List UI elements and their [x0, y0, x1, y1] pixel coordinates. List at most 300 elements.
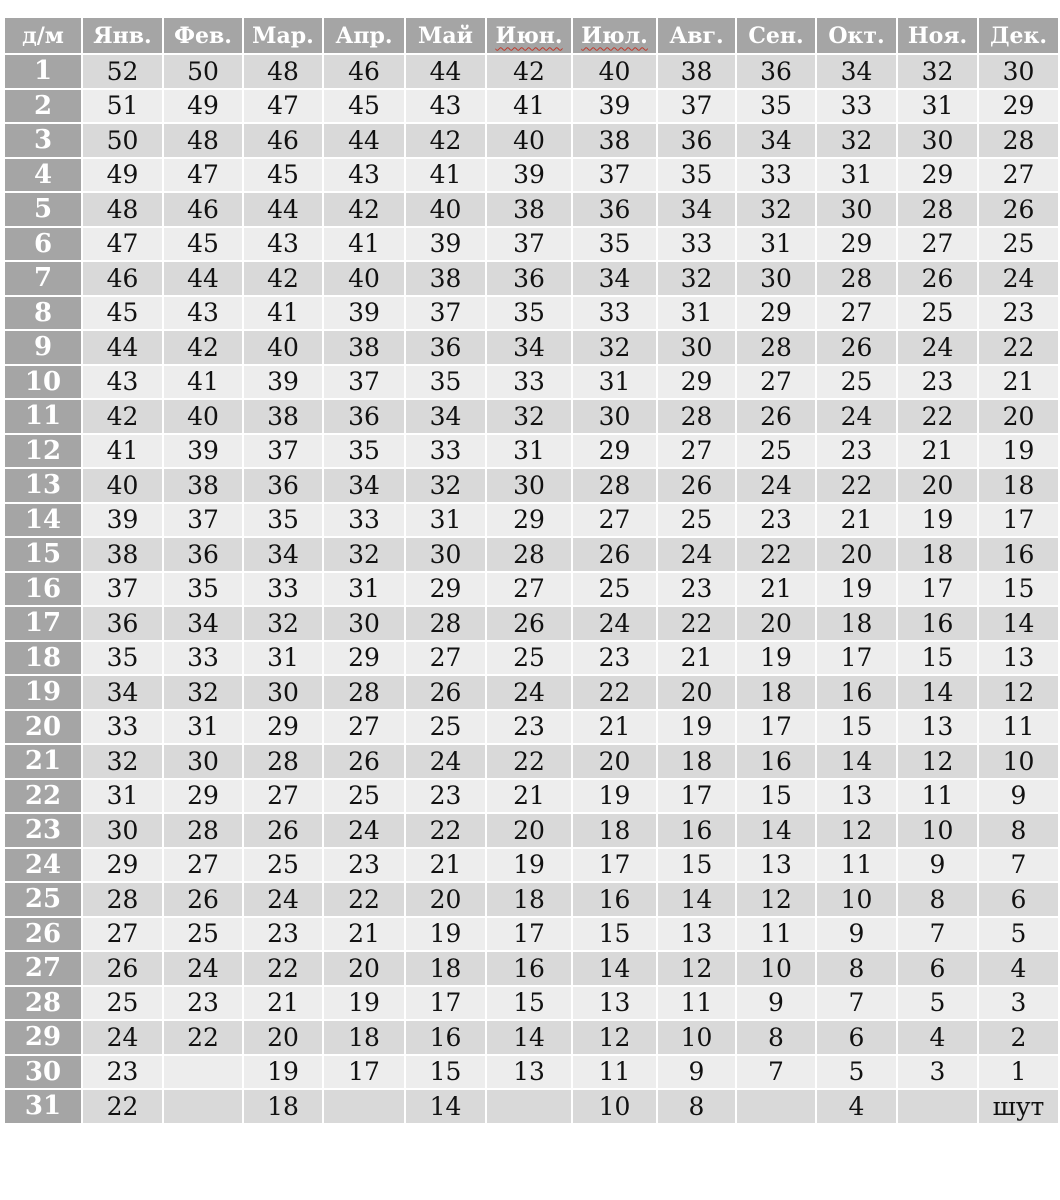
- table-cell: 48: [163, 123, 243, 158]
- table-row: [4, 1089, 1059, 1124]
- table-cell: 33: [243, 572, 323, 607]
- day-header: 11: [4, 399, 82, 434]
- month-header: Июн.: [486, 17, 572, 54]
- table-cell: 25: [816, 365, 897, 400]
- table-cell: 29: [486, 503, 572, 538]
- table-cell: 21: [243, 986, 323, 1021]
- table-cell: 28: [657, 399, 736, 434]
- table-cell: 33: [657, 227, 736, 262]
- table-cell: 36: [163, 537, 243, 572]
- table-row: [4, 261, 1059, 296]
- table-cell: 9: [978, 779, 1059, 814]
- table-row: [4, 399, 1059, 434]
- table-cell: 21: [323, 917, 405, 952]
- table-cell: 18: [323, 1020, 405, 1055]
- table-cell: 15: [486, 986, 572, 1021]
- table-cell: 34: [405, 399, 486, 434]
- table-cell: 20: [243, 1020, 323, 1055]
- table-cell: 23: [657, 572, 736, 607]
- table-cell: 8: [736, 1020, 816, 1055]
- table-cell: 6: [978, 882, 1059, 917]
- month-header: Мар.: [243, 17, 323, 54]
- table-cell: 14: [657, 882, 736, 917]
- table-cell: 21: [897, 434, 978, 469]
- table-cell: 34: [816, 54, 897, 89]
- table-cell: 19: [816, 572, 897, 607]
- table-cell: 51: [82, 89, 163, 124]
- table-row: [4, 848, 1059, 883]
- table-cell: 7: [978, 848, 1059, 883]
- table-cell: 19: [572, 779, 657, 814]
- table-cell: 41: [243, 296, 323, 331]
- table-cell: 33: [323, 503, 405, 538]
- table-cell: 15: [816, 710, 897, 745]
- table-cell: 26: [163, 882, 243, 917]
- month-header: Май: [405, 17, 486, 54]
- table-cell: 12: [657, 951, 736, 986]
- day-header: 26: [4, 917, 82, 952]
- table-cell: 35: [82, 641, 163, 676]
- table-cell: 15: [897, 641, 978, 676]
- table-cell: 23: [897, 365, 978, 400]
- table-cell: 18: [405, 951, 486, 986]
- table-cell: 43: [82, 365, 163, 400]
- table-cell: 2: [978, 1020, 1059, 1055]
- table-cell: 35: [323, 434, 405, 469]
- table-cell: 29: [816, 227, 897, 262]
- table-cell: 23: [82, 1055, 163, 1090]
- table-cell: 3: [978, 986, 1059, 1021]
- table-cell: 22: [572, 675, 657, 710]
- table-cell: 32: [243, 606, 323, 641]
- table-cell: 39: [486, 158, 572, 193]
- table-cell: 32: [163, 675, 243, 710]
- table-cell: 34: [163, 606, 243, 641]
- table-cell: 26: [82, 951, 163, 986]
- table-cell: 34: [736, 123, 816, 158]
- day-header: 28: [4, 986, 82, 1021]
- table-cell: 29: [82, 848, 163, 883]
- table-row: [4, 882, 1059, 917]
- table-cell: 15: [736, 779, 816, 814]
- table-cell: 9: [897, 848, 978, 883]
- table-cell: 21: [978, 365, 1059, 400]
- table-cell: 21: [657, 641, 736, 676]
- table-row: [4, 675, 1059, 710]
- month-header: Апр.: [323, 17, 405, 54]
- table-cell: 16: [816, 675, 897, 710]
- table-cell: 5: [978, 917, 1059, 952]
- table-cell: 5: [816, 1055, 897, 1090]
- table-cell: 13: [897, 710, 978, 745]
- table-cell: 26: [572, 537, 657, 572]
- table-cell: 12: [897, 744, 978, 779]
- table-cell: 20: [323, 951, 405, 986]
- table-row: [4, 503, 1059, 538]
- table-row: [4, 986, 1059, 1021]
- table-cell: 40: [486, 123, 572, 158]
- table-cell: 33: [816, 89, 897, 124]
- day-header: 22: [4, 779, 82, 814]
- table-cell: 37: [657, 89, 736, 124]
- day-header: 14: [4, 503, 82, 538]
- table-cell: 46: [323, 54, 405, 89]
- table-cell: 10: [978, 744, 1059, 779]
- table-cell: 13: [572, 986, 657, 1021]
- table-cell: 28: [163, 813, 243, 848]
- table-cell: 22: [978, 330, 1059, 365]
- table-cell: 29: [572, 434, 657, 469]
- table-cell: 32: [405, 468, 486, 503]
- table-cell: 30: [163, 744, 243, 779]
- table-cell: 13: [486, 1055, 572, 1090]
- table-cell: 40: [405, 192, 486, 227]
- table-cell: 19: [486, 848, 572, 883]
- table-row: [4, 1020, 1059, 1055]
- table-cell: 35: [405, 365, 486, 400]
- table-cell: 31: [405, 503, 486, 538]
- table-row: [4, 572, 1059, 607]
- table-row: [4, 641, 1059, 676]
- table-cell: 7: [736, 1055, 816, 1090]
- table-cell: 25: [572, 572, 657, 607]
- table-row: [4, 779, 1059, 814]
- table-cell: [163, 1055, 243, 1090]
- table-cell: 16: [572, 882, 657, 917]
- table-row: [4, 1055, 1059, 1090]
- table-cell: 40: [323, 261, 405, 296]
- table-cell: 45: [82, 296, 163, 331]
- table-cell: 33: [405, 434, 486, 469]
- table-cell: 44: [163, 261, 243, 296]
- table-cell: 30: [243, 675, 323, 710]
- table-cell: 19: [657, 710, 736, 745]
- table-cell: 4: [816, 1089, 897, 1124]
- table-cell: 11: [978, 710, 1059, 745]
- table-cell: 20: [978, 399, 1059, 434]
- table-cell: 6: [816, 1020, 897, 1055]
- table-row: [4, 710, 1059, 745]
- table-cell: 48: [82, 192, 163, 227]
- table-cell: 14: [978, 606, 1059, 641]
- table-row: [4, 330, 1059, 365]
- table-cell: 25: [486, 641, 572, 676]
- table-cell: 42: [405, 123, 486, 158]
- table-cell: 22: [657, 606, 736, 641]
- table-cell: 18: [243, 1089, 323, 1124]
- table-cell: 16: [486, 951, 572, 986]
- table-cell: 33: [486, 365, 572, 400]
- table-cell: 36: [486, 261, 572, 296]
- table-cell: 17: [816, 641, 897, 676]
- table-body: [4, 54, 1059, 1124]
- table-cell: 9: [657, 1055, 736, 1090]
- table-row: [4, 468, 1059, 503]
- table-cell: 38: [657, 54, 736, 89]
- table-cell: [486, 1089, 572, 1124]
- table-cell: 6: [897, 951, 978, 986]
- table-cell: 41: [323, 227, 405, 262]
- table-row: [4, 951, 1059, 986]
- table-cell: 8: [897, 882, 978, 917]
- table-cell: 28: [897, 192, 978, 227]
- table-cell: 15: [978, 572, 1059, 607]
- table-cell: 4: [978, 951, 1059, 986]
- table-cell: 24: [405, 744, 486, 779]
- header-row: [4, 17, 1059, 54]
- table-cell: 18: [897, 537, 978, 572]
- table-cell: 35: [657, 158, 736, 193]
- table-row: [4, 537, 1059, 572]
- table-cell: 11: [572, 1055, 657, 1090]
- table-cell: 46: [82, 261, 163, 296]
- table-cell: 40: [572, 54, 657, 89]
- table-cell: 29: [243, 710, 323, 745]
- table-cell: 36: [243, 468, 323, 503]
- table-cell: 18: [736, 675, 816, 710]
- day-month-table: [3, 16, 1060, 1125]
- table-cell: 36: [405, 330, 486, 365]
- table-cell: 24: [243, 882, 323, 917]
- table-cell: 30: [816, 192, 897, 227]
- table-cell: 42: [243, 261, 323, 296]
- table-cell: 4: [897, 1020, 978, 1055]
- table-cell: 21: [486, 779, 572, 814]
- table-cell: 27: [405, 641, 486, 676]
- table-cell: 24: [486, 675, 572, 710]
- table-cell: 39: [323, 296, 405, 331]
- day-header: 29: [4, 1020, 82, 1055]
- table-cell: 41: [163, 365, 243, 400]
- table-cell: 26: [736, 399, 816, 434]
- table-cell: 25: [405, 710, 486, 745]
- table-cell: 22: [816, 468, 897, 503]
- table-cell: 34: [486, 330, 572, 365]
- table-cell: 25: [736, 434, 816, 469]
- table-cell: 21: [405, 848, 486, 883]
- table-cell: 17: [736, 710, 816, 745]
- table-cell: 40: [243, 330, 323, 365]
- table-cell: 31: [657, 296, 736, 331]
- table-cell: 25: [163, 917, 243, 952]
- table-cell: 34: [82, 675, 163, 710]
- table-cell: 23: [323, 848, 405, 883]
- table-cell: 19: [323, 986, 405, 1021]
- table-cell: 21: [816, 503, 897, 538]
- month-header: Дек.: [978, 17, 1059, 54]
- table-cell: 26: [978, 192, 1059, 227]
- table-cell: 39: [243, 365, 323, 400]
- month-header: Ноя.: [897, 17, 978, 54]
- table-cell: 30: [572, 399, 657, 434]
- table-cell: 28: [82, 882, 163, 917]
- table-cell: 35: [486, 296, 572, 331]
- day-header: 7: [4, 261, 82, 296]
- table-cell: 44: [405, 54, 486, 89]
- table-cell: 28: [243, 744, 323, 779]
- table-cell: 31: [736, 227, 816, 262]
- month-header: Июл.: [572, 17, 657, 54]
- table-cell: 35: [736, 89, 816, 124]
- table-cell: 24: [323, 813, 405, 848]
- table-cell: 27: [163, 848, 243, 883]
- table-cell: 38: [323, 330, 405, 365]
- day-header: 19: [4, 675, 82, 710]
- table-cell: 35: [163, 572, 243, 607]
- table-cell: 25: [243, 848, 323, 883]
- table-cell: 16: [405, 1020, 486, 1055]
- day-header: 10: [4, 365, 82, 400]
- table-cell: 24: [572, 606, 657, 641]
- day-header: 12: [4, 434, 82, 469]
- table-cell: 8: [657, 1089, 736, 1124]
- table-cell: 12: [816, 813, 897, 848]
- table-cell: 17: [897, 572, 978, 607]
- table-cell: 38: [82, 537, 163, 572]
- table-cell: 8: [816, 951, 897, 986]
- day-header: 27: [4, 951, 82, 986]
- table-cell: 14: [572, 951, 657, 986]
- table-cell: 11: [736, 917, 816, 952]
- table-cell: 42: [82, 399, 163, 434]
- table-cell: 25: [978, 227, 1059, 262]
- table-cell: 29: [405, 572, 486, 607]
- table-cell: 10: [736, 951, 816, 986]
- table-cell: 23: [572, 641, 657, 676]
- table-cell: 30: [736, 261, 816, 296]
- month-header: Сен.: [736, 17, 816, 54]
- table-cell: 20: [405, 882, 486, 917]
- table-cell: 23: [978, 296, 1059, 331]
- table-cell: 17: [978, 503, 1059, 538]
- table-cell: 46: [243, 123, 323, 158]
- table-cell: 35: [572, 227, 657, 262]
- table-cell: 13: [657, 917, 736, 952]
- table-row: [4, 917, 1059, 952]
- table-cell: 24: [657, 537, 736, 572]
- table-cell: 40: [163, 399, 243, 434]
- table-cell: 37: [82, 572, 163, 607]
- table-cell: 13: [816, 779, 897, 814]
- table-cell: 27: [657, 434, 736, 469]
- table-cell: 32: [897, 54, 978, 89]
- table-cell: 9: [816, 917, 897, 952]
- table-cell: 40: [82, 468, 163, 503]
- table-cell: 11: [816, 848, 897, 883]
- table-cell: шут: [978, 1089, 1059, 1124]
- table-cell: 27: [486, 572, 572, 607]
- table-cell: 19: [978, 434, 1059, 469]
- table-cell: 49: [163, 89, 243, 124]
- table-cell: 43: [243, 227, 323, 262]
- table-cell: 13: [978, 641, 1059, 676]
- table-cell: 49: [82, 158, 163, 193]
- day-header: 16: [4, 572, 82, 607]
- table-cell: 22: [82, 1089, 163, 1124]
- table-cell: 41: [486, 89, 572, 124]
- table-cell: 15: [572, 917, 657, 952]
- table-cell: [736, 1089, 816, 1124]
- table-cell: 22: [163, 1020, 243, 1055]
- table-cell: 1: [978, 1055, 1059, 1090]
- table-cell: 47: [163, 158, 243, 193]
- table-cell: 3: [897, 1055, 978, 1090]
- table-cell: 21: [572, 710, 657, 745]
- table-cell: 24: [897, 330, 978, 365]
- table-cell: 11: [657, 986, 736, 1021]
- table-cell: 25: [323, 779, 405, 814]
- table-cell: 36: [82, 606, 163, 641]
- table-cell: 30: [486, 468, 572, 503]
- table-cell: 19: [897, 503, 978, 538]
- table-cell: 32: [486, 399, 572, 434]
- table-cell: 38: [572, 123, 657, 158]
- table-cell: 24: [163, 951, 243, 986]
- table-row: [4, 89, 1059, 124]
- day-header: 17: [4, 606, 82, 641]
- month-header: Фев.: [163, 17, 243, 54]
- day-header: 8: [4, 296, 82, 331]
- table-cell: 16: [978, 537, 1059, 572]
- table-cell: 18: [816, 606, 897, 641]
- day-header: 21: [4, 744, 82, 779]
- table-cell: 22: [736, 537, 816, 572]
- table-row: [4, 227, 1059, 262]
- table-cell: 20: [572, 744, 657, 779]
- table-cell: 28: [816, 261, 897, 296]
- day-header: 3: [4, 123, 82, 158]
- table-cell: 23: [486, 710, 572, 745]
- table-cell: 28: [405, 606, 486, 641]
- table-cell: 48: [243, 54, 323, 89]
- table-cell: 15: [405, 1055, 486, 1090]
- table-cell: 29: [323, 641, 405, 676]
- table-cell: 30: [323, 606, 405, 641]
- table-cell: 23: [405, 779, 486, 814]
- table-cell: 34: [657, 192, 736, 227]
- table-cell: 31: [323, 572, 405, 607]
- table-cell: 10: [657, 1020, 736, 1055]
- table-cell: 14: [897, 675, 978, 710]
- table-cell: 22: [486, 744, 572, 779]
- table-cell: 17: [405, 986, 486, 1021]
- table-cell: 52: [82, 54, 163, 89]
- table-cell: 16: [736, 744, 816, 779]
- table-cell: 22: [243, 951, 323, 986]
- table-cell: 45: [323, 89, 405, 124]
- table-cell: 30: [82, 813, 163, 848]
- table-cell: 26: [323, 744, 405, 779]
- day-header: 18: [4, 641, 82, 676]
- month-header: Янв.: [82, 17, 163, 54]
- table-cell: 23: [816, 434, 897, 469]
- table-cell: 45: [243, 158, 323, 193]
- table-cell: 15: [657, 848, 736, 883]
- table-cell: 18: [486, 882, 572, 917]
- table-cell: 31: [243, 641, 323, 676]
- table-cell: 27: [323, 710, 405, 745]
- table-cell: 37: [163, 503, 243, 538]
- table-cell: 28: [486, 537, 572, 572]
- table-cell: 33: [163, 641, 243, 676]
- table-cell: 39: [163, 434, 243, 469]
- table-row: [4, 158, 1059, 193]
- table-cell: 22: [405, 813, 486, 848]
- table-cell: [897, 1089, 978, 1124]
- table-cell: 22: [897, 399, 978, 434]
- table-cell: 32: [736, 192, 816, 227]
- table-cell: 12: [572, 1020, 657, 1055]
